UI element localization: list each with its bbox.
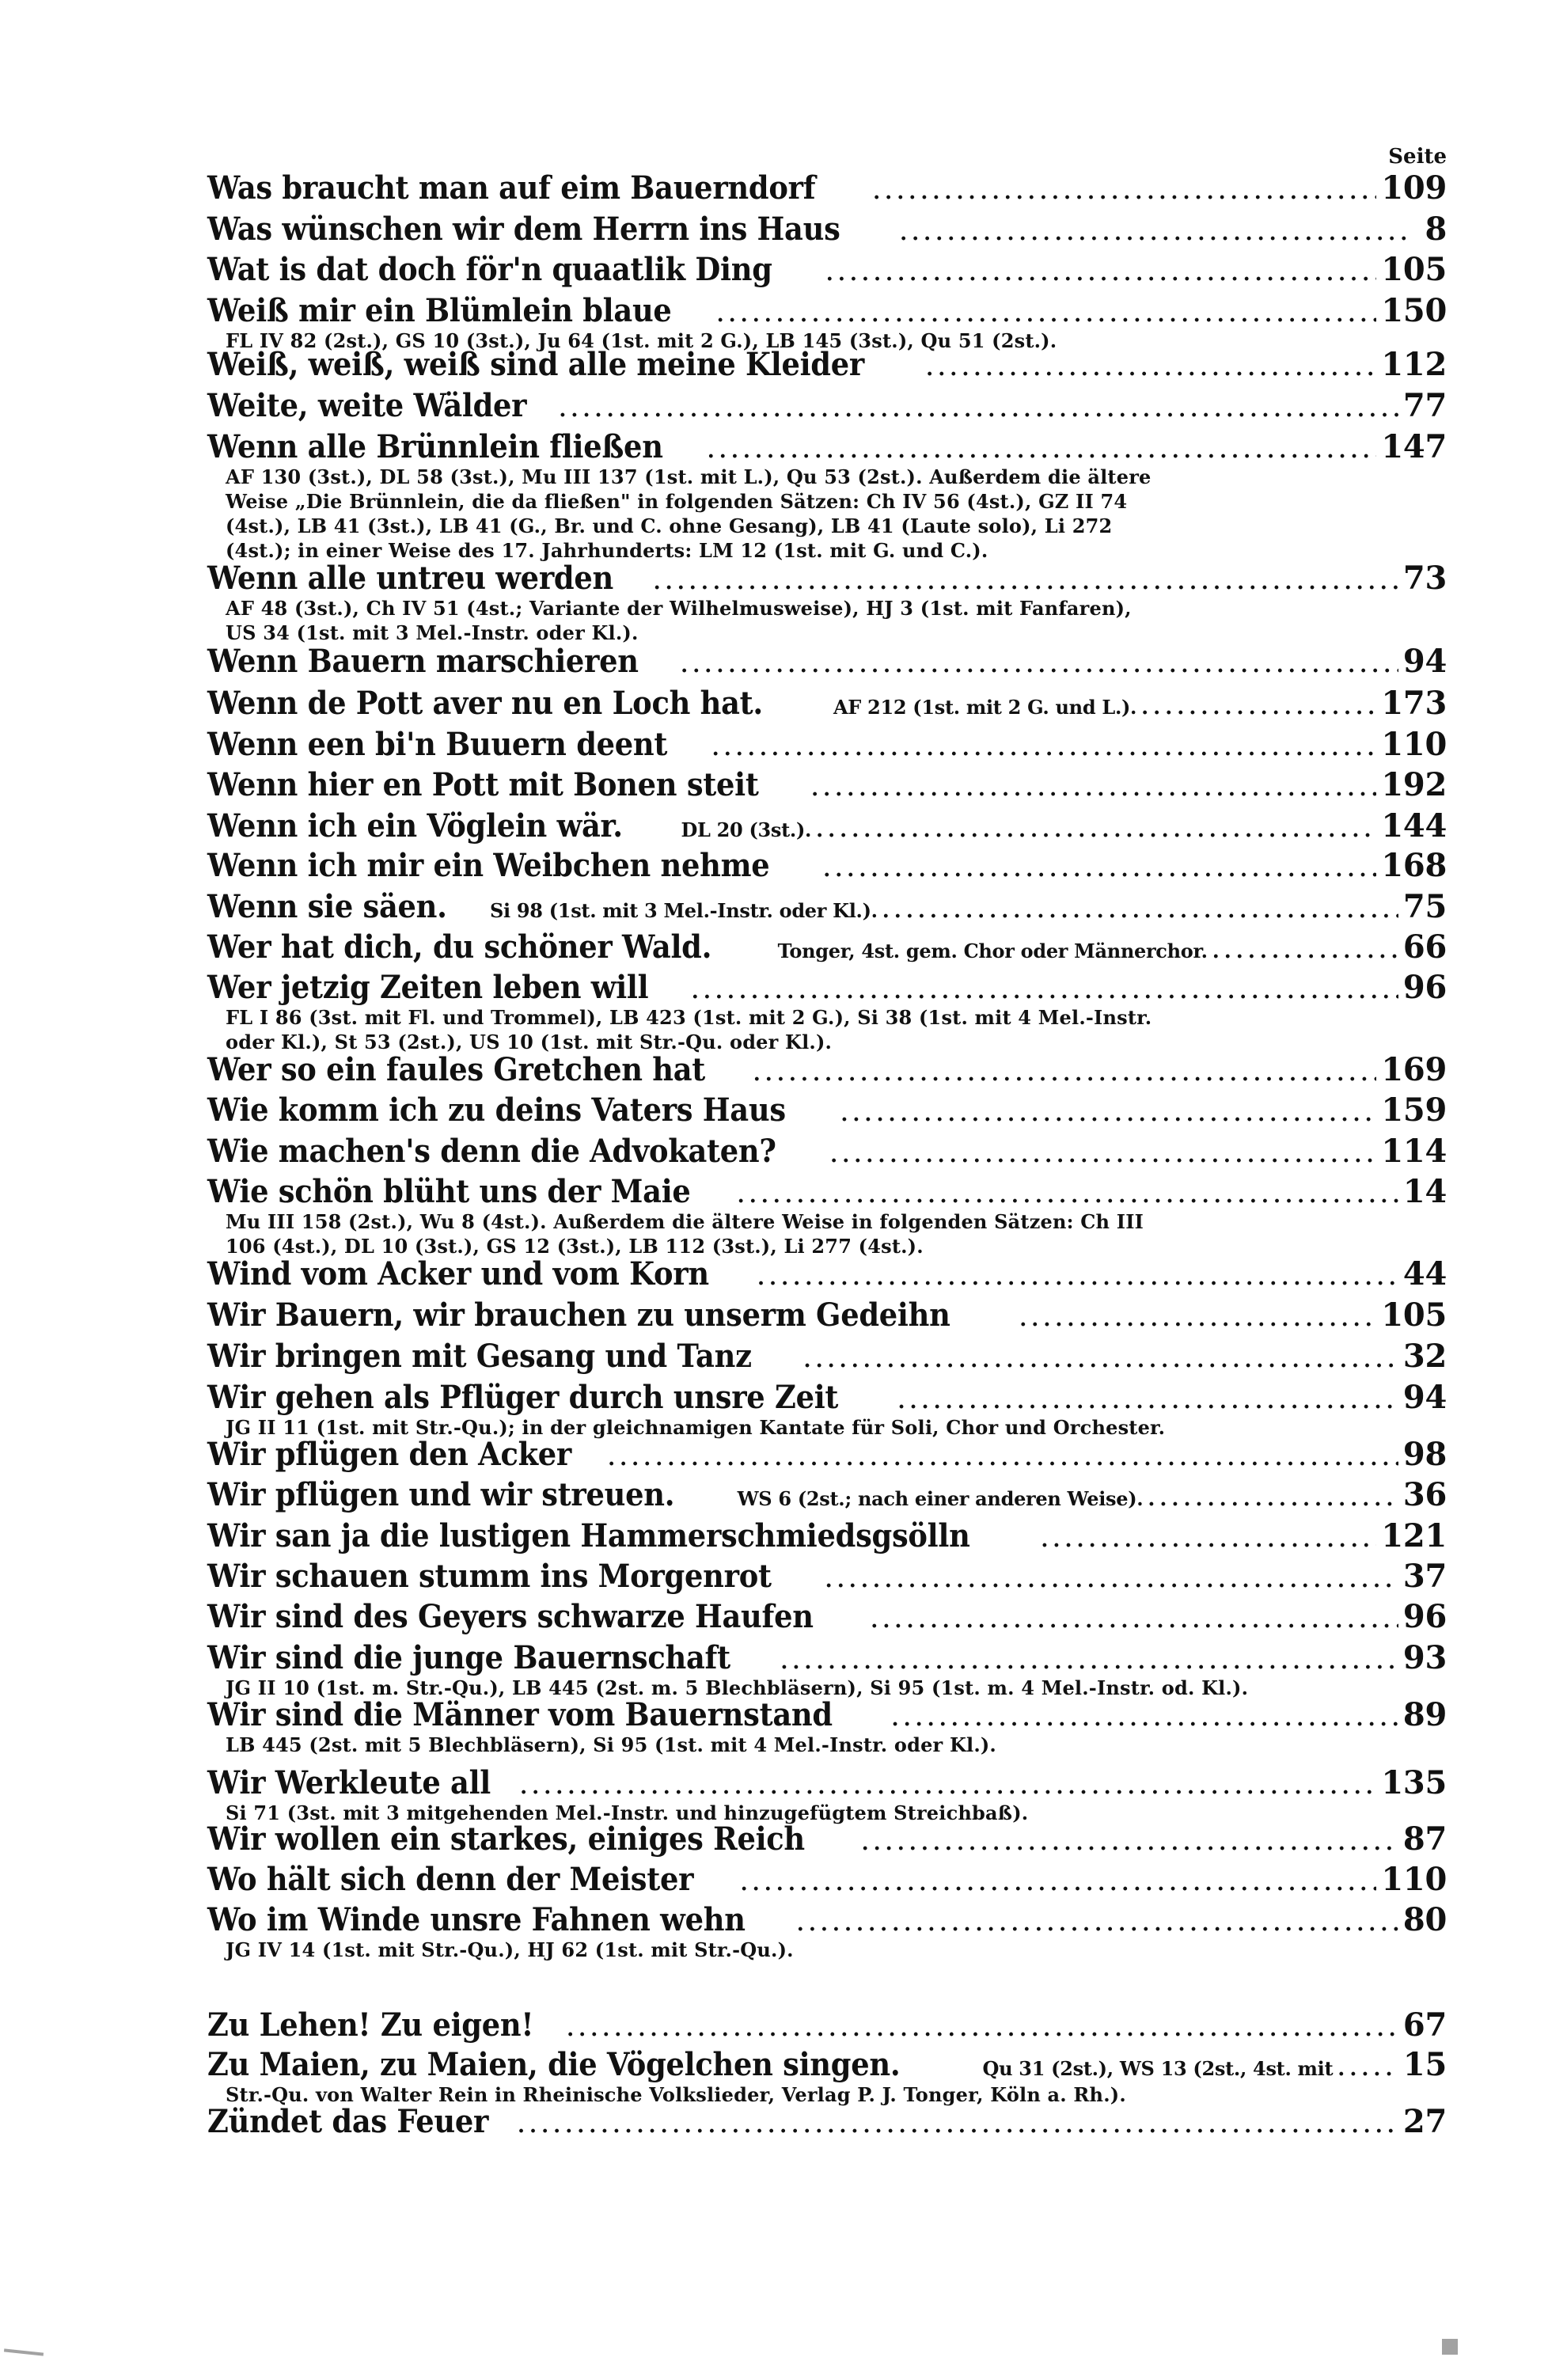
index-entry <box>207 766 1447 808</box>
index-entry <box>207 1820 1447 1862</box>
dot-leader <box>1212 932 1398 970</box>
entry-page-number: 37 <box>1402 1558 1447 1595</box>
dot-leader <box>681 647 1398 685</box>
dot-leader <box>825 1562 1398 1600</box>
dot-leader <box>1141 689 1376 727</box>
entry-note-line: JG II 11 (1st. mit Str.-Qu.); in der gleichnamigen Kantate für Soli, Chor und Orchester. <box>226 1416 1166 1439</box>
dot-leader <box>757 1259 1398 1297</box>
entry-page-number: 168 <box>1381 847 1447 884</box>
index-entry <box>207 1133 1447 1175</box>
entry-title: Wenn een bi'n Buuern deent <box>207 726 668 763</box>
entry-page-number: 27 <box>1402 2103 1447 2140</box>
entry-title: Wenn ich mir ein Weibchen nehme <box>207 847 770 884</box>
entry-note-line: Mu III 158 (2st.), Wu 8 (4st.). Außerdem die ältere Weise in folgenden Sätzen: Ch III <box>226 1210 1144 1233</box>
index-entry <box>207 211 1447 252</box>
entry-note-line: AF 130 (3st.), DL 58 (3st.), Mu III 137 (1st. mit L.), Qu 53 (2st.). Außerdem die ältere <box>226 465 1152 488</box>
entry-page-number: 105 <box>1381 1296 1447 1334</box>
dot-leader <box>559 391 1398 429</box>
entry-title: Weiß, weiß, weiß sind alle meine Kleider <box>207 346 864 383</box>
entry-inline-note: WS 6 (2st.; nach einer anderen Weise). <box>737 1487 1144 1510</box>
entry-inline-note: AF 212 (1st. mit 2 G. und L.). <box>833 696 1137 719</box>
index-entry <box>207 1255 1447 1297</box>
entry-page-number: 110 <box>1381 726 1447 763</box>
dot-leader <box>823 851 1376 889</box>
entry-title: Wir sind des Geyers schwarze Haufen <box>207 1598 814 1635</box>
entry-title: Weiß mir ein Blümlein blaue <box>207 292 672 329</box>
entry-page-number: 121 <box>1381 1517 1447 1554</box>
entry-page-number: 94 <box>1402 1379 1447 1416</box>
entry-title: Weite, weite Wälder <box>207 387 527 424</box>
entry-title: Wer so ein faules Gretchen hat <box>207 1051 706 1088</box>
entry-note-line: JG IV 14 (1st. mit Str.-Qu.), HJ 62 (1st. mit Str.-Qu.). <box>226 1938 794 1961</box>
dot-leader <box>1148 1480 1398 1518</box>
index-entry <box>207 1861 1447 1903</box>
index-entry <box>207 847 1447 889</box>
entry-page-number: 105 <box>1381 251 1447 288</box>
entry-title: Zu Maien, zu Maien, die Vögelchen singen. <box>207 2046 901 2083</box>
entry-page-number: 66 <box>1402 928 1447 966</box>
dot-leader <box>811 770 1376 808</box>
entry-page-number: 96 <box>1402 969 1447 1006</box>
entry-page-number: 96 <box>1402 1598 1447 1635</box>
index-entry <box>207 1517 1447 1559</box>
entry-title: Wo hält sich denn der Meister <box>207 1861 694 1898</box>
index-entry <box>207 1296 1447 1338</box>
entry-page-number: 144 <box>1381 807 1447 845</box>
scan-smudge <box>1442 2339 1458 2355</box>
entry-title: Wenn ich ein Vöglein wär. <box>207 807 623 845</box>
entry-title: Wir pflügen und wir streuen. <box>207 1476 675 1513</box>
entry-note-line: (4st.); in einer Weise des 17. Jahrhunderts: LM 12 (1st. mit G. und C.). <box>226 539 988 562</box>
entry-title: Wenn alle untreu werden <box>207 560 614 597</box>
entry-title: Wir pflügen den Acker <box>207 1436 572 1473</box>
dot-leader <box>567 2010 1398 2048</box>
entry-title: Wir sind die Männer vom Bauernstand <box>207 1696 833 1733</box>
entry-page-number: 169 <box>1381 1051 1447 1088</box>
dot-leader <box>871 1602 1398 1640</box>
entry-note-line: (4st.), LB 41 (3st.), LB 41 (G., Br. und C. ohne Gesang), LB 41 (Laute solo), Li 272 <box>226 514 1113 537</box>
entry-page-number: 14 <box>1402 1173 1447 1210</box>
entry-title: Wir san ja die lustigen Hammerschmiedsgsölln <box>207 1517 970 1554</box>
entry-note-line: 106 (4st.), DL 10 (3st.), GS 12 (3st.), LB 112 (3st.), Li 277 (4st.). <box>226 1235 924 1258</box>
index-entry <box>207 346 1447 388</box>
dot-leader <box>1019 1300 1376 1338</box>
index-entry <box>207 1051 1447 1093</box>
entry-page-number: 135 <box>1381 1764 1447 1801</box>
entry-inline-note: DL 20 (3st.). <box>681 818 812 841</box>
entry-title: Wie machen's denn die Advokaten? <box>207 1133 776 1170</box>
dot-leader <box>873 173 1376 211</box>
index-entry <box>207 387 1447 429</box>
index-entry <box>207 1558 1447 1600</box>
entry-page-number: 36 <box>1402 1476 1447 1513</box>
entry-title: Wir bringen mit Gesang und Tanz <box>207 1338 752 1375</box>
entry-page-number: 192 <box>1381 766 1447 803</box>
entry-note-line: AF 48 (3st.), Ch IV 51 (4st.; Variante der Wilhelmusweise), HJ 3 (1st. mit Fanfaren), <box>226 597 1132 620</box>
entry-title: Wir wollen ein starkes, einiges Reich <box>207 1820 805 1858</box>
entry-page-number: 80 <box>1402 1901 1447 1938</box>
entry-page-number: 73 <box>1402 560 1447 597</box>
dot-leader <box>862 1824 1398 1862</box>
entry-page-number: 77 <box>1402 387 1447 424</box>
entry-page-number: 87 <box>1402 1820 1447 1858</box>
index-entry <box>207 888 1447 930</box>
entry-title: Wat is dat doch för'n quaatlik Ding <box>207 251 772 288</box>
entry-page-number: 114 <box>1381 1133 1447 1170</box>
page-column-header: Seite <box>1388 145 1447 169</box>
dot-leader <box>608 1440 1398 1478</box>
entry-title: Wir Werkleute all <box>207 1764 491 1801</box>
entry-title: Wo im Winde unsre Fahnen wehn <box>207 1901 746 1938</box>
index-entry <box>207 928 1447 970</box>
entry-page-number: 44 <box>1402 1255 1447 1292</box>
entry-page-number: 15 <box>1402 2046 1447 2083</box>
entry-title: Wenn de Pott aver nu en Loch hat. <box>207 685 763 722</box>
dot-leader <box>830 1137 1376 1175</box>
entry-title: Wenn alle Brünnlein fließen <box>207 428 663 465</box>
entry-note-line: oder Kl.), St 53 (2st.), US 10 (1st. mit Str.-Qu. oder Kl.). <box>226 1031 833 1053</box>
entry-note-line: Weise „Die Brünnlein, die da fließen" in folgenden Sätzen: Ch IV 56 (4st.), GZ II 74 <box>226 490 1128 513</box>
dot-leader <box>840 1095 1376 1133</box>
index-entry <box>207 2006 1447 2048</box>
entry-page-number: 110 <box>1381 1861 1447 1898</box>
index-entry <box>207 807 1447 849</box>
entry-note-line: FL I 86 (3st. mit Fl. und Trommel), LB 423 (1st. mit 2 G.), Si 38 (1st. mit 4 Mel.-Instr. <box>226 1006 1152 1029</box>
entry-title: Zündet das Feuer <box>207 2103 489 2140</box>
dot-leader <box>804 1342 1398 1380</box>
entry-note-line: JG II 10 (1st. m. Str.-Qu.), LB 445 (2st. m. 5 Blechbläsern), Si 95 (1st. m. 4 Mel.-Instr. od. Kl.). <box>226 1676 1249 1699</box>
dot-leader <box>816 811 1376 849</box>
entry-note-line: LB 445 (2st. mit 5 Blechbläsern), Si 95 (1st. mit 4 Mel.-Instr. oder Kl.). <box>226 1733 996 1756</box>
entry-page-number: 173 <box>1381 685 1447 722</box>
entry-title: Wenn sie säen. <box>207 888 447 925</box>
entry-page-number: 93 <box>1402 1639 1447 1676</box>
entry-title: Was braucht man auf eim Bauerndorf <box>207 169 816 207</box>
index-entry <box>207 1436 1447 1478</box>
index-entry <box>207 1598 1447 1640</box>
entry-title: Was wünschen wir dem Herrn ins Haus <box>207 211 840 248</box>
entry-page-number: 147 <box>1381 428 1447 465</box>
entry-page-number: 8 <box>1425 211 1447 248</box>
index-entry <box>207 1091 1447 1133</box>
dot-leader <box>712 730 1377 768</box>
dot-leader <box>518 2107 1398 2145</box>
entry-title: Wir schauen stumm ins Morgenrot <box>207 1558 772 1595</box>
dot-leader <box>1041 1521 1376 1559</box>
entry-page-number: 112 <box>1381 346 1447 383</box>
entry-inline-note: Si 98 (1st. mit 3 Mel.-Instr. oder Kl.). <box>489 899 878 922</box>
entry-page-number: 98 <box>1402 1436 1447 1473</box>
index-entry <box>207 251 1447 293</box>
entry-page-number: 150 <box>1381 292 1447 329</box>
entry-page-number: 94 <box>1402 643 1447 680</box>
entry-title: Wir sind die junge Bauernschaft <box>207 1639 730 1676</box>
entry-title: Wenn Bauern marschieren <box>207 643 639 680</box>
entry-page-number: 109 <box>1381 169 1447 207</box>
entry-title: Zu Lehen! Zu eigen! <box>207 2006 534 2044</box>
entry-inline-note: Tonger, 4st. gem. Chor oder Männerchor. <box>777 939 1208 962</box>
entry-inline-note: Qu 31 (2st.), WS 13 (2st., 4st. mit <box>982 2057 1334 2080</box>
index-entry <box>207 643 1447 685</box>
entry-page-number: 89 <box>1402 1696 1447 1733</box>
entry-title: Wind vom Acker und vom Korn <box>207 1255 709 1292</box>
entry-page-number: 32 <box>1402 1338 1447 1375</box>
dot-leader <box>826 255 1377 293</box>
entry-note-line: Si 71 (3st. mit 3 mitgehenden Mel.-Instr. und hinzugefügtem Streichbaß). <box>226 1801 1029 1824</box>
entry-title: Wer jetzig Zeiten leben will <box>207 969 649 1006</box>
index-entry <box>207 685 1447 727</box>
dot-leader <box>882 892 1398 930</box>
scan-smudge <box>4 2348 44 2355</box>
entry-page-number: 75 <box>1402 888 1447 925</box>
index-entry <box>207 1476 1447 1518</box>
dot-leader <box>753 1055 1377 1093</box>
entry-page-number: 67 <box>1402 2006 1447 2044</box>
entry-title: Wie komm ich zu deins Vaters Haus <box>207 1091 786 1129</box>
dot-leader <box>741 1865 1377 1903</box>
entry-page-number: 159 <box>1381 1091 1447 1129</box>
entry-title: Wer hat dich, du schöner Wald. <box>207 928 712 966</box>
entry-note-line: Str.-Qu. von Walter Rein in Rheinische Volkslieder, Verlag P. J. Tonger, Köln a. Rh.). <box>226 2083 1126 2106</box>
index-entry <box>207 726 1447 768</box>
dot-leader <box>900 214 1410 252</box>
entry-title: Wenn hier en Pott mit Bonen steit <box>207 766 759 803</box>
index-entry <box>207 169 1447 211</box>
index-entry <box>207 2103 1447 2145</box>
index-entry <box>207 1338 1447 1380</box>
entry-title: Wir gehen als Pflüger durch unsre Zeit <box>207 1379 839 1416</box>
entry-note-line: FL IV 82 (2st.), GS 10 (3st.), Ju 64 (1st. mit 2 G.), LB 145 (3st.), Qu 51 (2st.). <box>226 329 1057 352</box>
entry-note-line: US 34 (1st. mit 3 Mel.-Instr. oder Kl.). <box>226 621 639 644</box>
entry-title: Wir Bauern, wir brauchen zu unserm Gedeihn <box>207 1296 950 1334</box>
entry-title: Wie schön blüht uns der Maie <box>207 1173 691 1210</box>
dot-leader <box>926 350 1376 388</box>
